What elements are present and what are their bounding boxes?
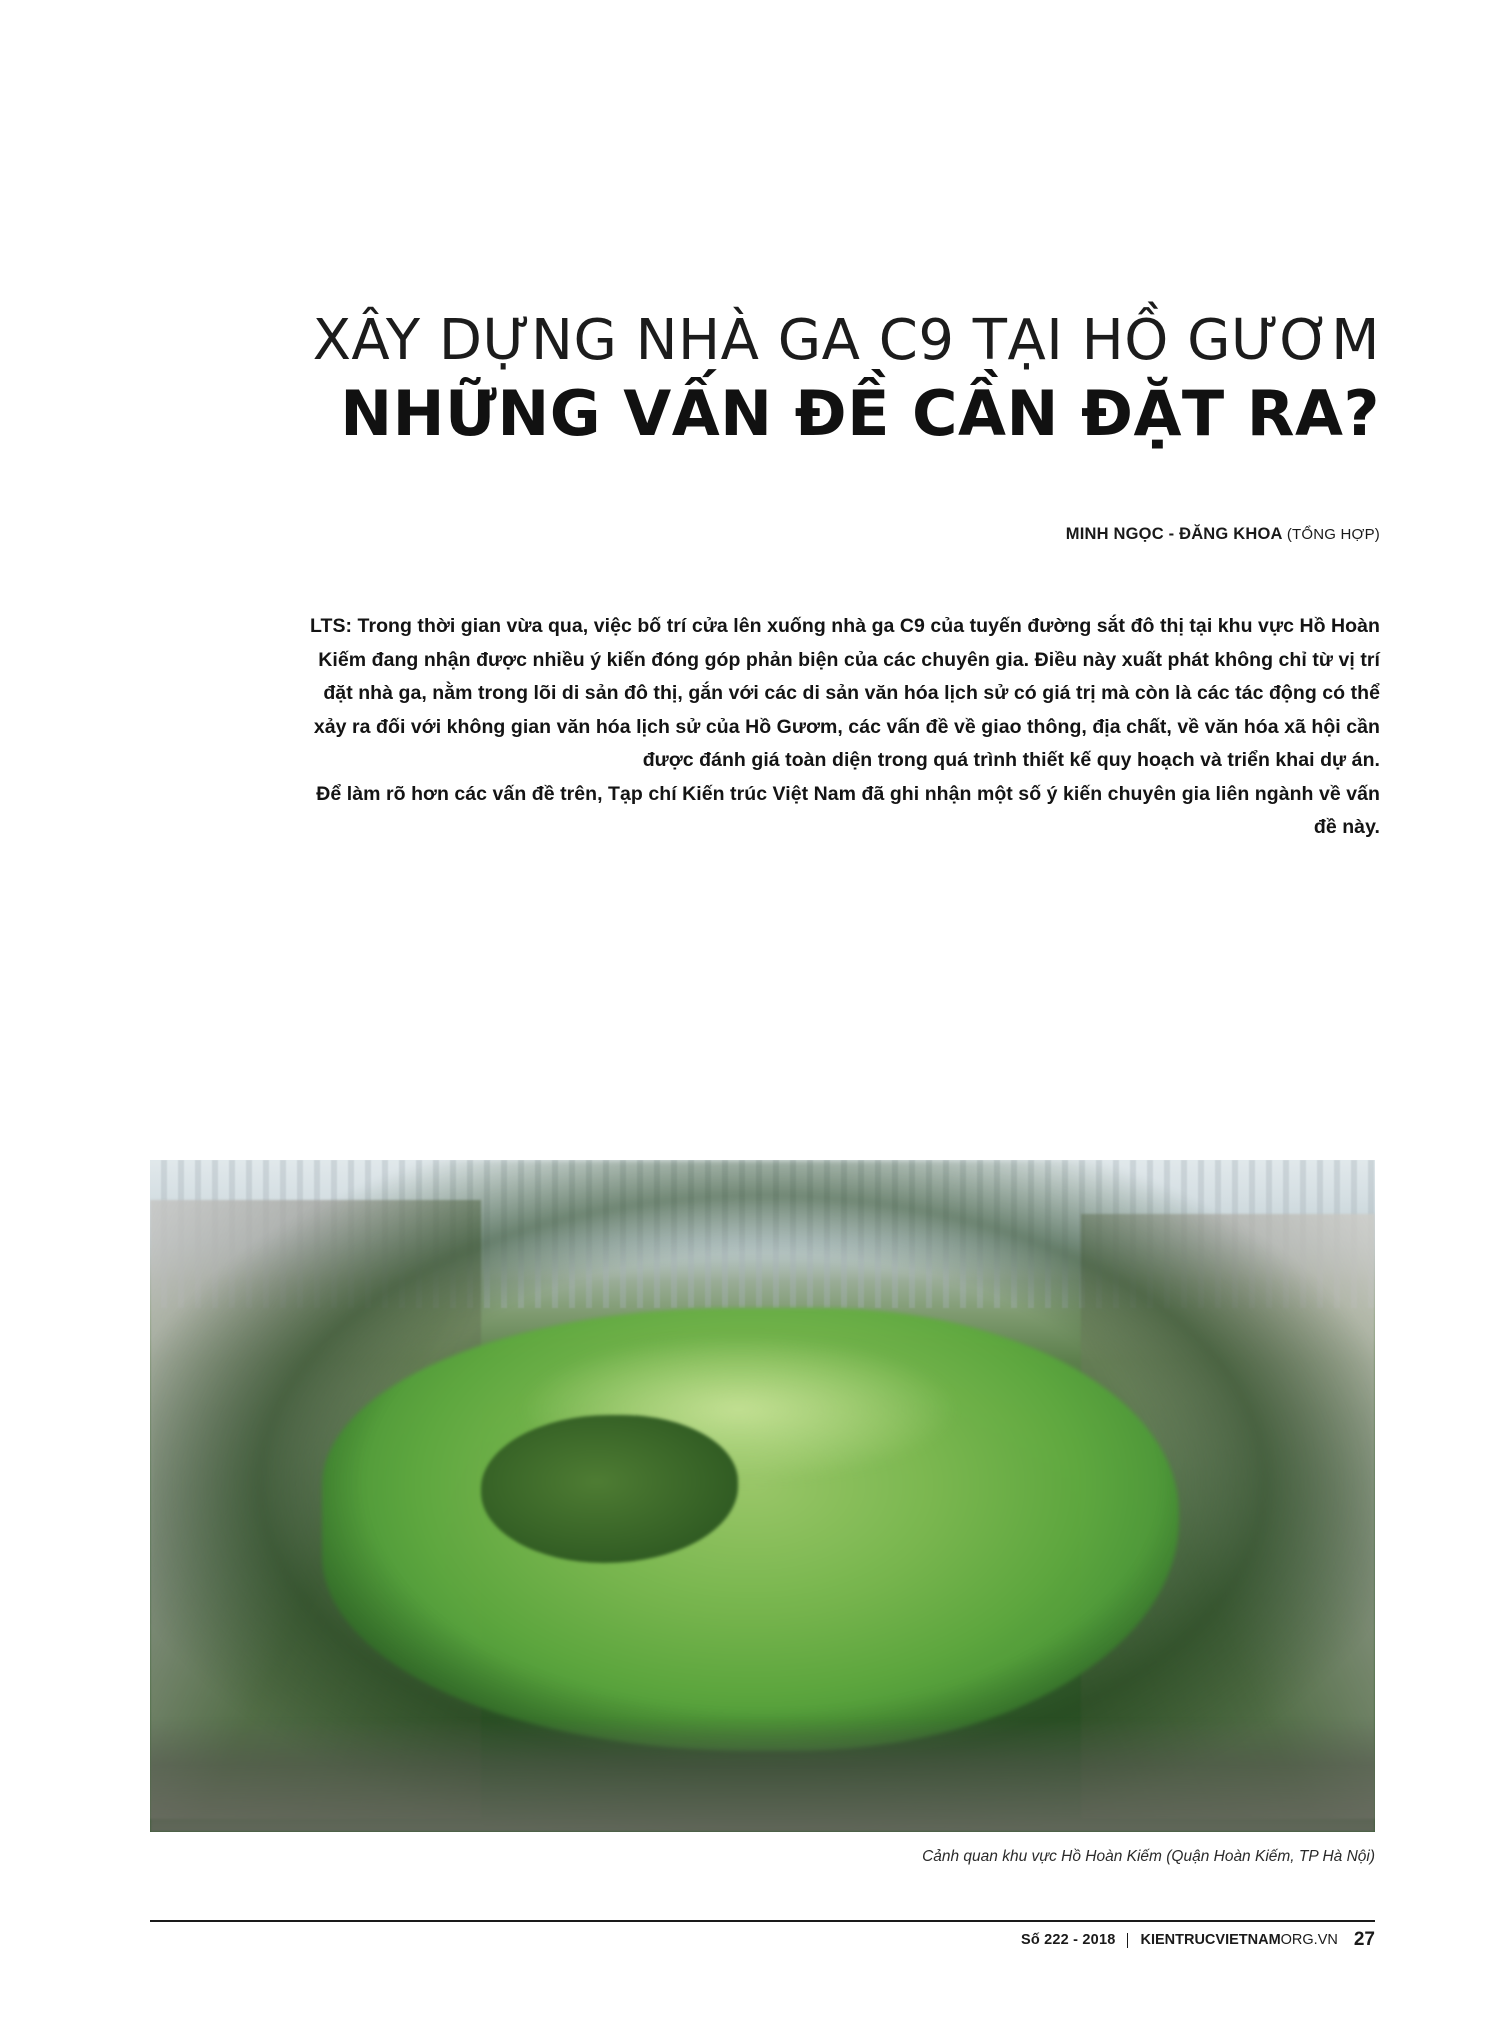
photo-image xyxy=(150,1160,1375,1832)
page-title-line-2: NHỮNG VẤN ĐỀ CẦN ĐẶT RA? xyxy=(340,376,1380,450)
byline-role: (TỔNG HỢP) xyxy=(1286,526,1380,543)
article-photo xyxy=(150,1160,1375,1832)
footer-divider-icon xyxy=(1127,1933,1128,1948)
footer-page-number: 27 xyxy=(1353,1929,1375,1950)
footer-website-bold: KIENTRUCVIETNAM xyxy=(1140,1932,1281,1948)
page-footer xyxy=(150,1920,1375,1951)
byline xyxy=(150,525,1380,544)
article-title xyxy=(150,310,1380,448)
lead-paragraph-1: LTS: Trong thời gian vừa qua, việc bố trí cửa lên xuống nhà ga C9 của tuyến đường sắt đô thị tại khu vực Hồ Hoàn Kiếm đang nhận được nhiều ý kiến đóng góp phản biện của các chuyên gia. Điều này xuất phát không chỉ từ vị trí đặt nhà ga, nằm trong lõi di sản đô thị, gắn với các di sản văn hóa lịch sử có giá trị mà còn là các tác động có thể xảy ra đối với không gian văn hóa lịch sử của Hồ Gươm, các vấn đề về giao thông, địa chất, về văn hóa xã hội cần được đánh giá toàn diện trong quá trình thiết kế quy hoạch và triển khai dự án. xyxy=(310,615,1380,772)
byline-authors: MINH NGỌC - ĐĂNG KHOA xyxy=(1065,525,1283,543)
photo-caption: Cảnh quan khu vực Hồ Hoàn Kiếm (Quận Hoàn Kiếm, TP Hà Nội) xyxy=(922,1848,1375,1865)
page-title-line-1: XÂY DỰNG NHÀ GA C9 TẠI HỒ GƯƠM xyxy=(312,308,1380,373)
photo-road xyxy=(150,1718,1375,1832)
lead-paragraph-block xyxy=(300,610,1380,845)
footer-website-light: ORG.VN xyxy=(1280,1932,1338,1948)
footer-issue: Số 222 - 2018 xyxy=(1020,1932,1116,1948)
footer-website xyxy=(1140,1932,1337,1948)
lead-paragraph-2: Để làm rõ hơn các vấn đề trên, Tạp chí Kiến trúc Việt Nam đã ghi nhận một số ý kiến chuyên gia liên ngành về vấn đề này. xyxy=(316,782,1380,839)
